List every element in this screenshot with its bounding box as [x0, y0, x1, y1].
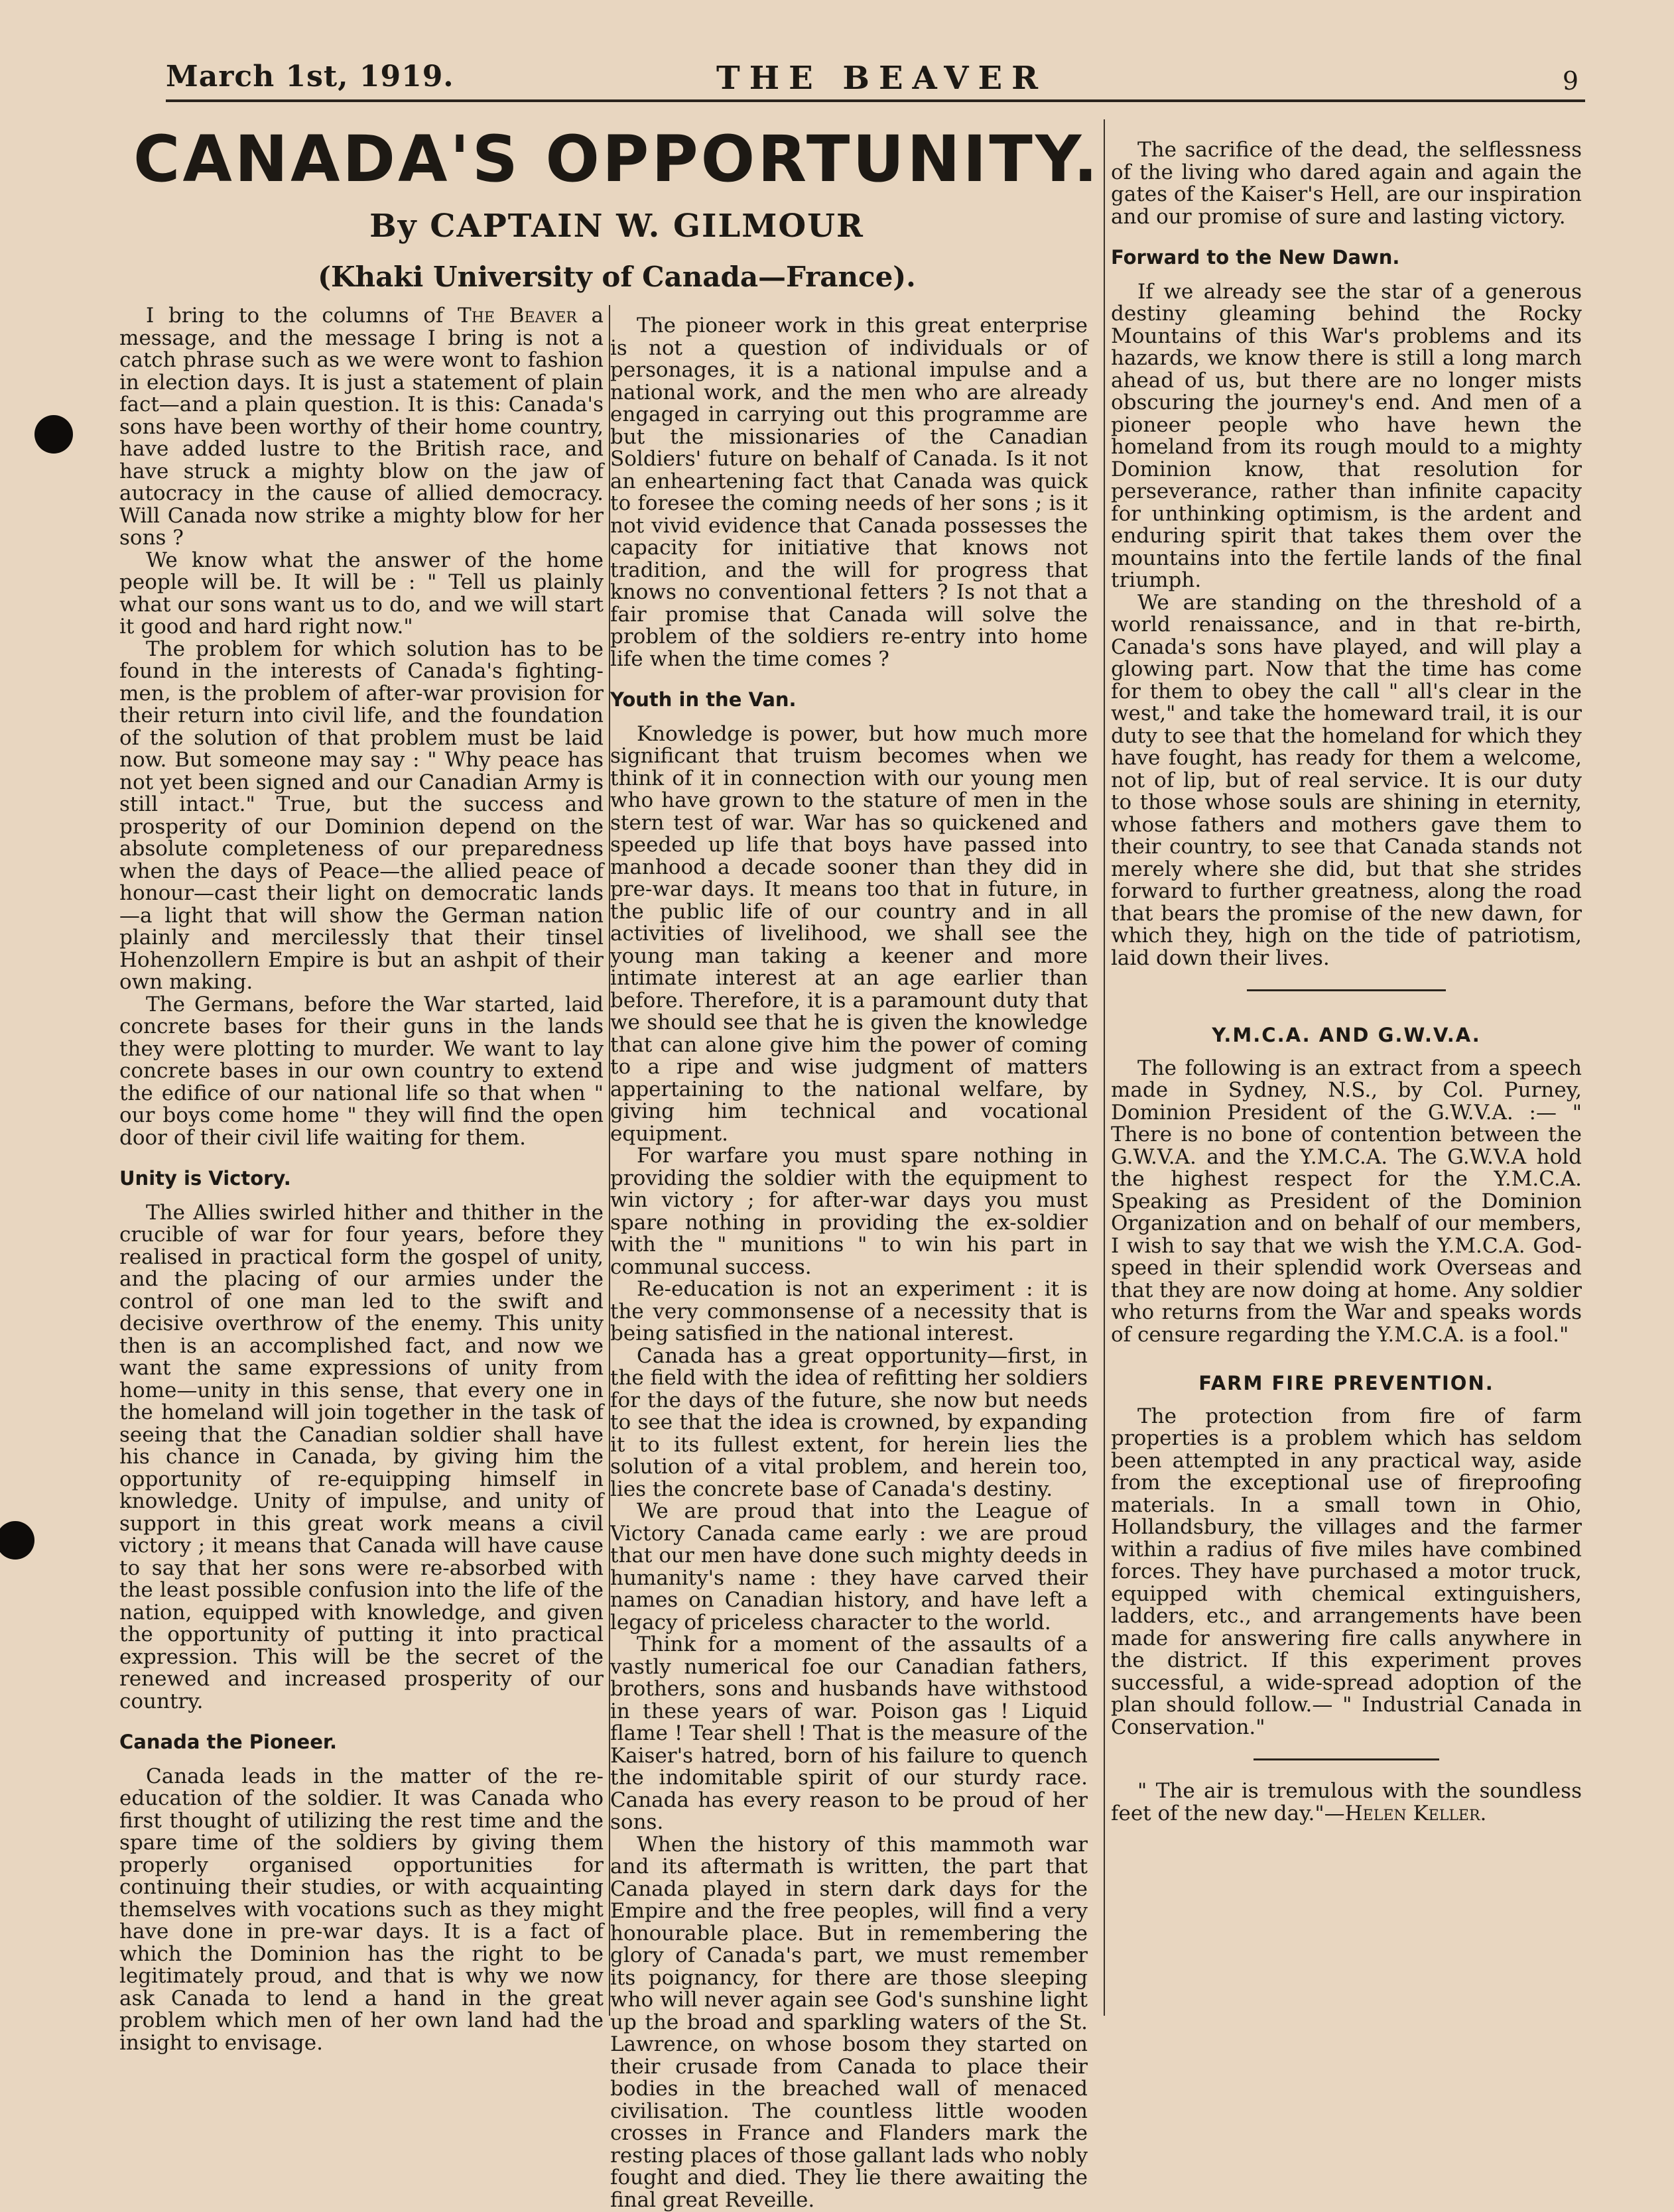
column-3 — [1111, 139, 1582, 1825]
article-heading — [133, 123, 1101, 293]
paragraph: The sacrifice of the dead, the selflessness of the living who dared again and again the gates of the Kaiser's Hell, are our inspiration and our promise of sure and lasting victory. — [1111, 138, 1582, 229]
paragraph: Re-education is not an experiment : it is the very commonsense of a necessity that is being satisfied in the national interest. — [610, 1277, 1088, 1345]
article-byline: By CAPTAIN W. GILMOUR — [369, 208, 864, 245]
paragraph: The problem for which solution has to be found in the interests of Canada's fighting-men, is the problem of after-war provision for their return into civil life, and the foundation of the solution of that problem must be laid now. But someone may say : " Why peace has not yet been signed and our Canadian Army is still intact." True, but the success and prosperity of our Dominion depend on the absolute completeness of our preparedness when the days of Peace—the allied peace of honour—cast their light on democratic lands—a light that will show the German nation plainly and mercilessly that their tinsel Hohenzollern Empire is but an ashpit of their own making. — [119, 637, 604, 994]
farm-body: The protection from fire of farm properties is a problem which has seldom been attempted in any practical way, aside from the exceptional use of fireproofing materials. In a small town in Ohio, Hollandsbury, the villages and the farmer within a radius of five miles have combined forces. They have purchased a motor truck, equipped with chemical extinguishers, ladders, etc., and arrangements have been made for answering fire calls anywhere in the district. If this experiment proves successful, a wide-spread adoption of the plan should follow.— " Industrial Canada in Conservation." — [1111, 1404, 1582, 1739]
paragraph: We are proud that into the League of Victory Canada came early : we are proud that our men have done such mighty deeds in humanity's name : they have carved their names on Canadian history, and have left a legacy of priceless character to the world. — [610, 1499, 1088, 1634]
column-divider-2 — [1104, 119, 1105, 2016]
paragraph: If we already see the star of a generous destiny gleaming behind the Rocky Mountains of this War's problems and its hazards, we know there is still a long march ahead of us, but there are no longer mists obscuring the journey's end. And men of a pioneer people who have hewn the homeland from its rough mould to a mighty Dominion know, that resolution for perseverance, rather than infinite capacity for unthinking optimism, is the ardent and enduring spirit that takes them over the mountains into the fertile lands of the final triumph. — [1111, 279, 1582, 592]
ymca-body: The following is an extract from a speech made in Sydney, N.S., by Col. Purney, Dominion President of the G.W.V.A. :— " There is no bone of contention between the G.W.V.A. and the Y.M.C.A. The G.W.V.A hold the highest respect for the Y.M.C.A. Speaking as President of the Dominion Organization and on behalf of our members, I wish to say that we wish the Y.M.C.A. God-speed in their splendid work Overseas and that they are now doing at home. Any soldier who returns from the War and speaks words of censure regarding the Y.M.C.A. is a fool." — [1111, 1056, 1582, 1347]
punch-hole-bottom — [0, 1521, 34, 1560]
page-number: 9 — [1562, 66, 1578, 95]
quote-author: Helen Keller. — [1344, 1801, 1487, 1825]
closing-quote: " The air is tremulous with the soundless feet of the new day."—Helen Keller. — [1111, 1779, 1582, 1825]
paragraph: The Allies swirled hither and thither in the crucible of war for four years, before they realised in practical form the gospel of unity, and the placing of our armies under the control of one man led to the swift and decisive overthrow of the enemy. This unity then is an accomplished fact, and now we want the same expressions of unity from home—unity in this sense, that every one in the homeland will join together in the task of seeing that the Canadian soldier shall have his chance in Canada, by giving him the opportunity of re-equipping himself in knowledge. Unity of impulse, and unity of support in this great work means a civil victory ; it means that Canada will have cause to say that her sons were re-absorbed with the least possible confusion into the life of the nation, equipped with knowledge, and given the opportunity of putting it into practical expression. This will be the secret of the renewed and increased prosperity of our country. — [119, 1200, 604, 1713]
paper-name-inline: The Beaver — [458, 304, 577, 328]
paragraph: We are standing on the threshold of a world renaissance, and in that re-birth, Canada's sons have played, and will play a glowing part. Now that the time has come for them to obey the call " all's clear in the west," and take the homeward trail, it is our duty to see that the homeland for which they have fought, has ready for them a welcome, not of lip, but of real service. It is our duty to those whose souls are shining in eternity, whose fathers and mothers gave them to their country, to see that Canada stands not merely where she did, but that she strides forward to further greatness, along the road that bears the promise of the new dawn, for which they, high on the tide of patriotism, laid down their lives. — [1111, 590, 1582, 970]
farm-heading: FARM FIRE PREVENTION. — [1198, 1372, 1494, 1394]
section-heading-dawn: Forward to the New Dawn. — [1111, 246, 1400, 269]
paragraph: For warfare you must spare nothing in providing the soldier with the equipment to win victory ; for after-war days you must spare nothing in providing the ex-soldier with the " munitions " to win his part in communal success. — [610, 1144, 1088, 1279]
page-header — [166, 60, 1578, 113]
article-affiliation: (Khaki University of Canada—France). — [318, 261, 916, 293]
paragraph: Think for a moment of the assaults of a vastly numerical foe our Canadian fathers, brothers, sons and husbands have withstood in these years of war. Poison gas ! Liquid flame ! Tear shell ! That is the measure of the Kaiser's hatred, born of his failure to quench the indomitable spirit of our sturdy race. Canada has every reason to be proud of her sons. — [610, 1632, 1088, 1834]
divider — [1247, 989, 1446, 991]
section-heading-unity: Unity is Victory. — [119, 1167, 291, 1190]
column-2 — [610, 315, 1088, 2211]
paragraph: Knowledge is power, but how much more significant that truism becomes when we think of it in connection with our young men who have grown to the stature of men in the stern test of war. War has so quickened and speeded up life that boys have passed into manhood a decade sooner than they did in pre-war days. It means too that in future, in the public life of our country and in all activities of livelihood, we shall see the young man taking a keener and more intimate interest at an age earlier than before. Therefore, it is a paramount duty that we should see that he is given the knowledge that can alone give him the power of coming to a ripe and wise judgment of matters appertaining to the national welfare, by giving him technical and vocational equipment. — [610, 721, 1088, 1146]
issue-date: March 1st, 1919. — [166, 60, 454, 93]
paragraph: Canada leads in the matter of the re-education of the soldier. It was Canada who first thought of utilizing the rest time and the spare time of the soldiers by giving them properly organised opportunities for continuing their studies, or with acquainting themselves with vocations such as they might have done in pre-war days. It is a fact of which the Dominion has the right to be legitimately proud, and that is why we now ask Canada to lend a hand in the great problem which men of her own land had the insight to envisage. — [119, 1764, 604, 2055]
newspaper-name: THE BEAVER — [716, 60, 1047, 97]
ymca-heading: Y.M.C.A. AND G.W.V.A. — [1212, 1024, 1481, 1046]
paragraph: The pioneer work in this great enterprise is not a question of individuals or of personages, it is a national impulse and a national work, and the men who are already engaged in carrying out this programme are but the missionaries of the Canadian Soldiers' future on behalf of Canada. Is it not an enheartening fact that Canada was quick to foresee the coming needs of her sons ; is it not vivid evidence that Canada possesses the capacity for initiative that knows not tradition, and the will for progress that knows no conventional fetters ? Is not that a fair promise that Canada will solve the problem of the soldiers re-entry into home life when the time comes ? — [610, 314, 1088, 671]
paragraph: I bring to the columns of The Beaver a message, and the message I bring is not a catch phrase such as we were wont to fashion in election days. It is just a statement of plain fact—and a plain question. It is this: Canada's sons have been worthy of their home country, have added lustre to the British race, and have struck a mighty blow on the jaw of autocracy in the cause of allied democracy. Will Canada now strike a mighty blow for her sons ? — [119, 304, 604, 550]
paragraph: Canada has a great opportunity—first, in the field with the idea of refitting her soldiers for the days of the future, she now but needs to see that the idea is crowned, by expanding it to its fullest extent, for herein lies the solution of a vital problem, and herein too, lies the concrete base of Canada's destiny. — [610, 1343, 1088, 1501]
article-title: CANADA'S OPPORTUNITY. — [133, 122, 1100, 196]
paragraph: The Germans, before the War started, laid concrete bases for their guns in the lands they were plotting to murder. We want to lay concrete bases in our own country to extend the edifice of our national life so that when " our boys come home " they will find the open door of their civil life waiting for them. — [119, 992, 604, 1150]
section-heading-youth: Youth in the Van. — [610, 688, 797, 711]
punch-hole-top — [34, 415, 73, 454]
header-rule — [166, 99, 1585, 102]
paragraph: We know what the answer of the home people will be. It will be : " Tell us plainly what our sons want us to do, and we will start it good and hard right now." — [119, 548, 604, 639]
divider — [1254, 1758, 1439, 1760]
section-heading-pioneer: Canada the Pioneer. — [119, 1731, 338, 1753]
paragraph: When the history of this mammoth war and its aftermath is written, the part that Canada played in stern dark days for the Empire and the free peoples, will find a very honourable place. But in remembering the glory of Canada's part, we must remember its poignancy, for there are those sleeping who will never again see God's sunshine light up the broad and sparkling waters of the St. Lawrence, on whose bosom they started on their crusade from Canada to place their bodies in the breached wall of menaced civilisation. The countless little wooden crosses in France and Flanders mark the resting places of those gallant lads who nobly fought and died. They lie there awaiting the final great Reveille. — [610, 1832, 1088, 2212]
column-1 — [119, 305, 604, 2054]
